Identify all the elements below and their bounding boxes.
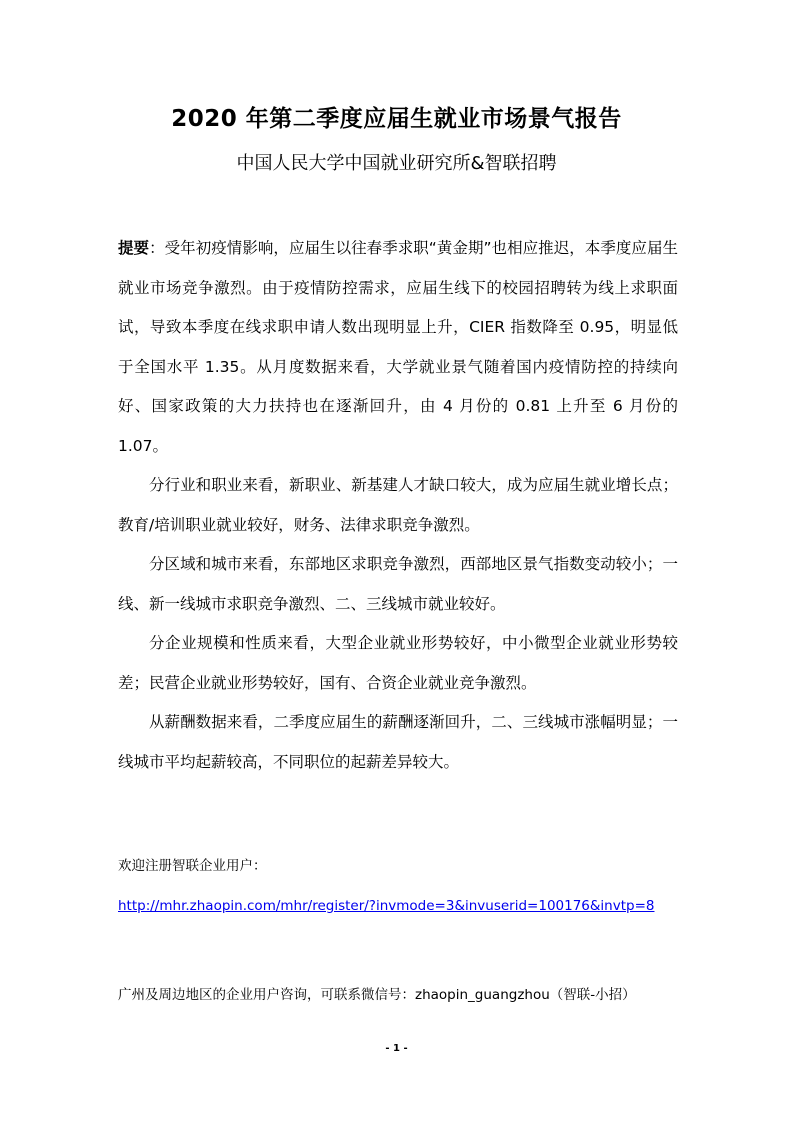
invite-text: 欢迎注册智联企业用户： [118,858,267,874]
report-body [118,229,678,782]
contact-text: 广州及周边地区的企业用户咨询，可联系微信号：zhaopin_guangzhou（智联-小招） [118,987,636,1003]
register-link[interactable]: http://mhr.zhaopin.com/mhr/register/?invmode=3&invuserid=100176&invtp=8 [118,898,655,914]
abstract-text: 受年初疫情影响，应届生以往春季求职“黄金期”也相应推迟，本季度应届生就业市场竞争激烈。由于疫情防控需求，应届生线下的校园招聘转为线上求职面试，导致本季度在线求职申请人数出现明显上升，CIER 指数降至 0.95，明显低于全国水平 1.35。从月度数据来看，大学就业景气随着国内疫情防控的持续向好、国家政策的大力扶持也在逐渐回升，由 4 月份的 0.81 上升至 6 月份的 1.07。 [118,239,678,455]
abstract-colon: ： [149,239,165,257]
report-subtitle: 中国人民大学中国就业研究所&智联招聘 [236,153,557,174]
enterprise-paragraph: 分企业规模和性质来看，大型企业就业形势较好，中小微型企业就业形势较差；民营企业就业形势较好，国有、合资企业就业竞争激烈。 [118,634,678,692]
page-number: - 1 - [385,1043,408,1054]
report-title: 2020 年第二季度应届生就业市场景气报告 [171,106,622,132]
region-paragraph: 分区域和城市来看，东部地区求职竞争激烈，西部地区景气指数变动较小；一线、新一线城市求职竞争激烈、二、三线城市就业较好。 [118,555,678,613]
salary-paragraph: 从薪酬数据来看，二季度应届生的薪酬逐渐回升，二、三线城市涨幅明显；一线城市平均起薪较高，不同职位的起薪差异较大。 [118,713,678,771]
industry-paragraph: 分行业和职业来看，新职业、新基建人才缺口较大，成为应届生就业增长点；教育/培训职业就业较好，财务、法律求职竞争激烈。 [118,476,678,534]
abstract-paragraph [118,229,678,466]
abstract-label: 提要 [118,239,150,257]
